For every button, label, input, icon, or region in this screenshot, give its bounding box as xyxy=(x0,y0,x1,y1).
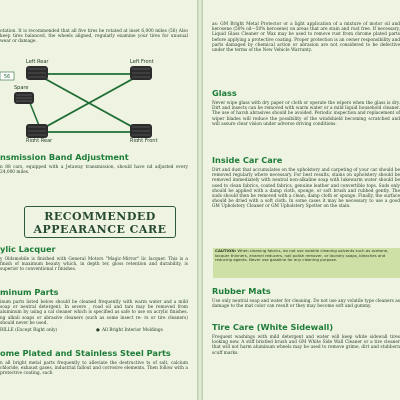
tire-care-heading: Tire Care (White Sidewall) xyxy=(212,322,334,332)
label-right-rear: Right Rear xyxy=(26,138,53,142)
glass-heading: Glass xyxy=(212,88,237,98)
badge xyxy=(0,72,14,80)
tire-right-rear xyxy=(26,124,48,138)
inside-care-heading: Inside Car Care xyxy=(212,155,283,165)
chrome-heading: ome Plated and Stainless Steel Parts xyxy=(0,348,171,358)
bullet-icon: ● xyxy=(96,328,100,334)
chrome-text: n all bright metal parts frequently to alleviate the destructive ts of salt, calcium chloride, exhaust gases, industrial fallout and corrosive elements. Then follow with a protective coating, such xyxy=(0,361,188,377)
lacquer-text: y Oldsmobile is finished with General Motors "Magic-Mirror" lic lacquer. This is a finish of maximum beauty which, in depth ter, gloss retention and durability, is superior to conventional r finishes. xyxy=(0,257,188,273)
aluminum-item-grille: RILLE (Except Right only) xyxy=(0,328,58,334)
tire-rotation-text: otation. It is recommended that all five tires be rotated at inset 6,000 miles (56) Also keep tires balanced, the wheels aligned, regularly examine your tires for unusual wear or damage. xyxy=(0,29,188,45)
aluminum-item-moldings: All Bright Interior Moldings xyxy=(102,328,163,334)
transmission-text: n 88 cars, equipped with a Jetaway transmission, should have nd adjusted every 24,000 miles. xyxy=(0,165,188,176)
right-page xyxy=(203,0,400,400)
caution-text xyxy=(215,249,398,263)
inside-care-text: Dirt and dust that accumulates on the upholstery and carpeting of your car should be removed regularly where necessary. For best results, stains on upholstery should be removed immediately with neutral non-alkaline soap with lukewarm water should be used to clean fabrics, coated fabrics, genuine leather and convertible tops. Suds only should be applied with a damp cloth, sponge, or soft brush and rubbed gently. The suds should then be removed with a clean, damp cloth or sponge. Finally, the surface should be dried with a soft cloth. In some cases it may be necessary to use a good GM Upholstery Cleaner or GM Upholstery Spotter on the stain. xyxy=(212,168,400,210)
label-left-front: Left Front xyxy=(130,59,154,65)
caution-label: CAUTION: xyxy=(215,248,237,253)
tire-care-text: Frequent washings with mild detergent and water will keep white sidewall tires looking new. A stiff bristled brush and GM White Side Wall Cleaner or a tire cleaner that will not harm aluminum wheels may be used to remove grime, dirt and stubborn scuff marks. xyxy=(212,335,400,356)
banner-line-2: APPEARANCE CARE xyxy=(33,223,167,236)
tire-rotation-diagram xyxy=(0,58,180,142)
banner-line-1: RECOMMENDED xyxy=(44,210,156,223)
label-right-front: Right Front xyxy=(130,138,158,142)
tire-left-rear xyxy=(26,66,48,80)
chrome-continued-text: as: GM Bright Metal Protector or a light application of a mixture of motor oil and kerosene (50% oil—50% kerosene) on areas that are stain and rust free. If necessary, Liquid Glass Cleaner or Wax may be used to remove rust from chrome plated parts before applying a protective coating. Proper protection is an owner responsibility and parts damaged by chemical action or abrasion are not considered to be defective under the terms of the New Vehicle Warranty. xyxy=(212,22,400,54)
glass-text: Never wipe glass with dry paper or cloth or operate the wipers when the glass is dry. Dirt and insects can be removed with warm water or a mild liquid household cleaner. The use of harsh abrasives should be avoided. Periodic inspection and replacement of wiper blades will reduce the possibility of the windshield becoming scratched and will assure clear vision under adverse driving conditions. xyxy=(212,101,400,127)
label-left-rear: Left Rear xyxy=(26,59,49,65)
transmission-heading: nsmission Band Adjustment xyxy=(0,152,129,162)
rubber-mats-heading: Rubber Mats xyxy=(212,286,271,296)
label-spare: Spare xyxy=(14,85,29,91)
tire-left-front xyxy=(130,66,152,80)
aluminum-heading: minum Parts xyxy=(0,287,59,297)
aluminum-parts-list xyxy=(0,328,188,335)
rubber-mats-text: Use only neutral soap and water for cleaning. Do not use any volatile type cleaners as damage to the mat color can result or they may become soft and gummy. xyxy=(212,299,400,310)
appearance-care-banner xyxy=(24,206,176,238)
aluminum-text: inum parts listed below should be cleaned frequently with warm water and a mild soap or neutral detergent. In severe , road oil and tars may be removed from aluminum by using a cal cleaner which is specified as safe to use on acrylic finishes. ng alkali soaps or abrasive cleaners (such as some insect re- rs or tire cleaners) should never be used. xyxy=(0,300,188,326)
badge-text: 56 xyxy=(3,74,11,80)
tire-spare xyxy=(14,92,34,104)
caution-box xyxy=(213,248,400,278)
left-page xyxy=(0,0,197,400)
lacquer-heading: ylic Lacquer xyxy=(0,244,56,254)
caution-body: When cleaning fabrics, do not use volatile cleaning solvents such as acetone, lacquer thinners, enamel reducers, nail polish remover, or laundry soaps, bleaches and reducing agents. Never use gasoline for any cleaning purpose. xyxy=(215,248,389,263)
tire-right-front xyxy=(130,124,152,138)
